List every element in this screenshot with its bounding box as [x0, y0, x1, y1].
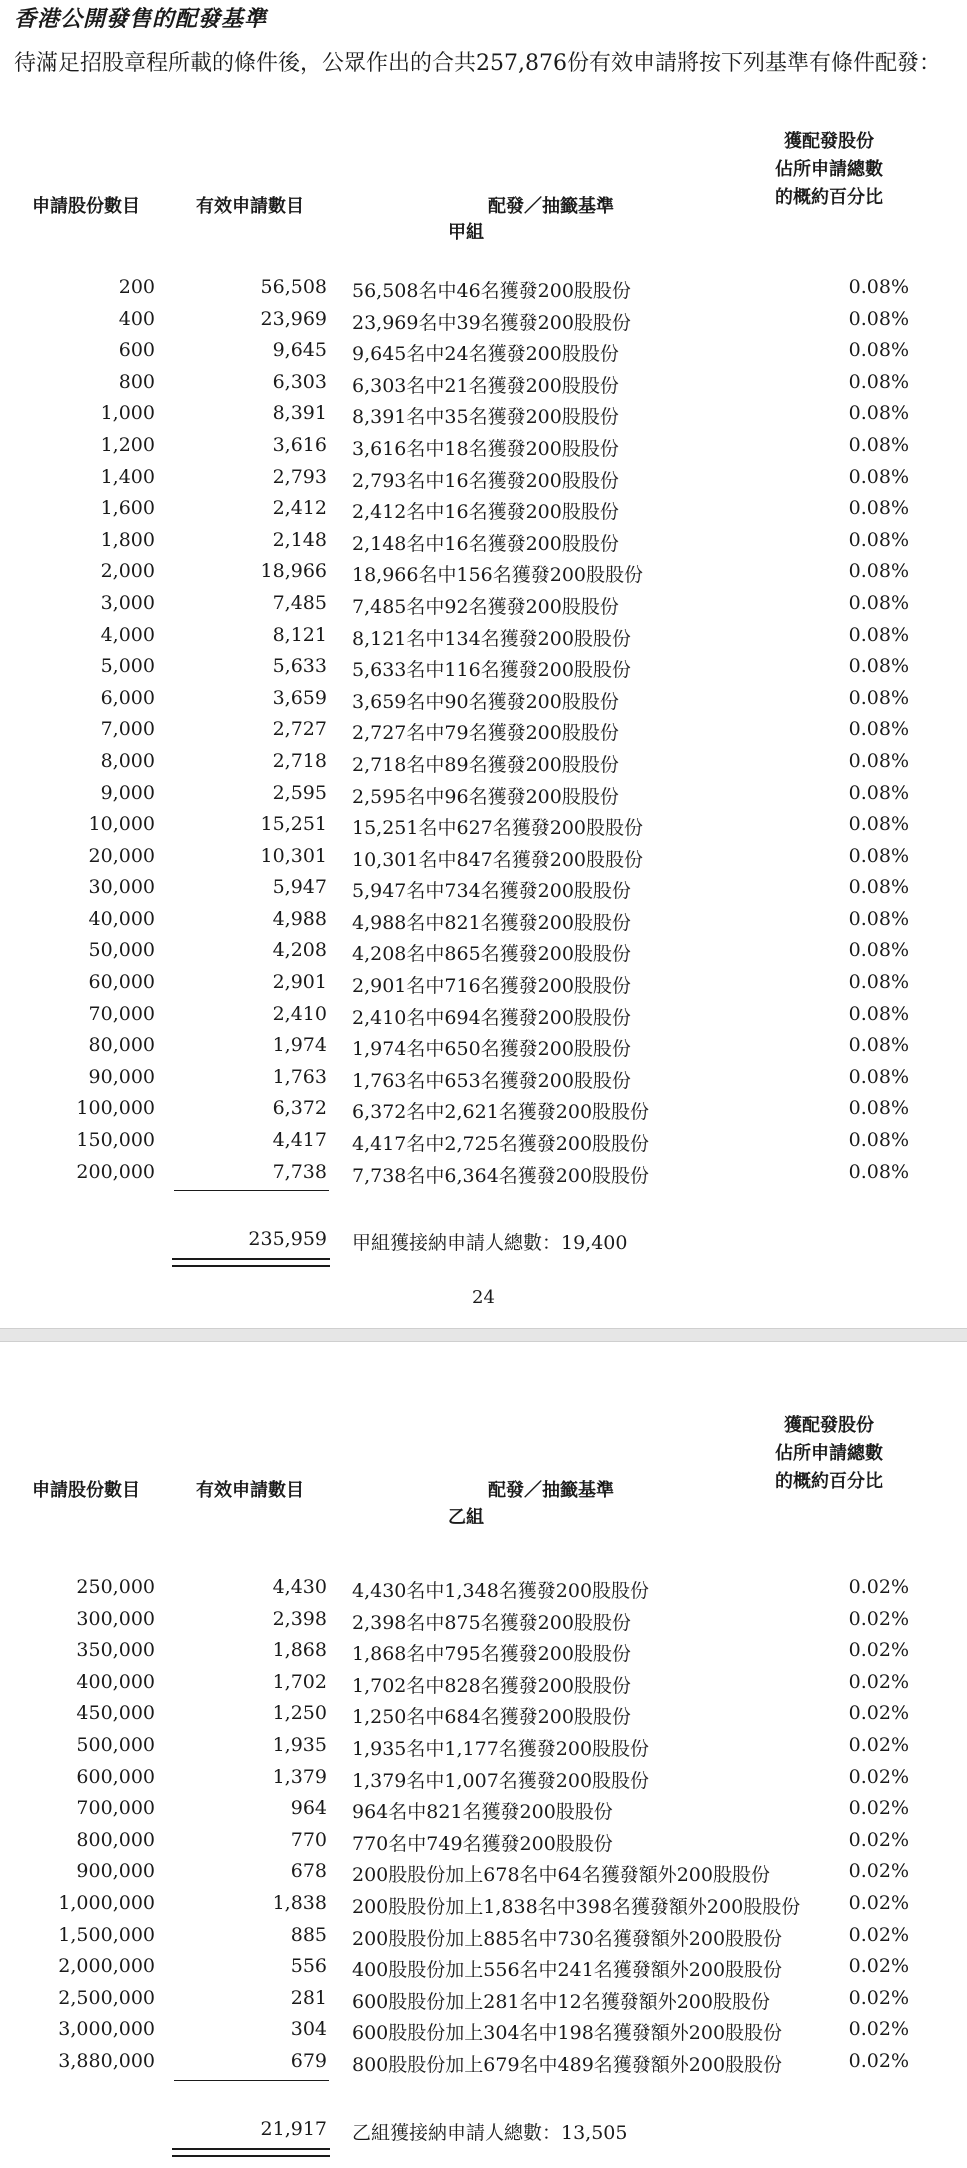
header-allotment-basis: 配發／抽籤基準 [488, 196, 614, 217]
allotment-basis-cell: 6,372名中2,621名獲發200股股份 [352, 1101, 650, 1124]
table-row [0, 1888, 967, 1920]
shares-applied-cell: 400 [118, 307, 155, 330]
allotment-basis-cell: 2,727名中79名獲發200股股份 [352, 722, 619, 745]
valid-applications-cell: 1,379 [272, 1765, 327, 1788]
shares-applied-cell: 1,200 [100, 433, 155, 456]
valid-applications-cell: 18,966 [260, 560, 327, 583]
allotment-basis-cell: 2,410名中694名獲發200股股份 [352, 1006, 631, 1029]
allotment-basis-cell: 200股股份加上1,838名中398名獲發額外200股股份 [352, 1895, 801, 1918]
table-row [0, 1093, 967, 1125]
valid-applications-cell: 2,398 [272, 1607, 327, 1630]
percentage-cell: 0.08% [848, 749, 909, 772]
percentage-cell: 0.08% [848, 813, 909, 836]
allotment-basis-cell: 8,121名中134名獲發200股股份 [352, 627, 631, 650]
allotment-basis-cell: 4,430名中1,348名獲發200股股份 [352, 1580, 650, 1602]
table-row [0, 809, 967, 841]
allotment-basis-cell: 7,485名中92名獲發200股股份 [352, 595, 619, 618]
valid-applications-cell: 8,391 [272, 402, 327, 425]
table-row [0, 272, 967, 304]
table-row [0, 335, 967, 367]
shares-applied-cell: 6,000 [100, 686, 155, 709]
percentage-cell: 0.02% [848, 2018, 909, 2041]
allotment-basis-cell: 1,763名中653名獲發200股股份 [352, 1069, 631, 1092]
allotment-basis-cell: 600股股份加上304名中198名獲發額外200股股份 [352, 2022, 783, 2045]
percentage-cell: 0.08% [848, 1002, 909, 1025]
shares-applied-cell: 1,000 [100, 402, 155, 425]
shares-applied-cell: 700,000 [76, 1797, 155, 1820]
table-row [0, 1951, 967, 1983]
percentage-cell: 0.02% [848, 1923, 909, 1946]
percentage-cell: 0.08% [848, 844, 909, 867]
percentage-cell: 0.02% [848, 1576, 909, 1598]
shares-applied-cell: 500,000 [76, 1733, 155, 1756]
shares-applied-cell: 1,000,000 [58, 1891, 155, 1914]
percentage-cell: 0.02% [848, 1891, 909, 1914]
allotment-basis-cell: 2,718名中89名獲發200股股份 [352, 753, 619, 776]
allotment-basis-cell: 1,868名中795名獲發200股股份 [352, 1643, 631, 1666]
percentage-cell: 0.08% [848, 1034, 909, 1057]
table-row [0, 841, 967, 873]
shares-applied-cell: 450,000 [76, 1702, 155, 1725]
shares-applied-cell: 1,500,000 [58, 1923, 155, 1946]
valid-applications-cell: 1,935 [272, 1733, 327, 1756]
shares-applied-cell: 50,000 [88, 939, 155, 962]
header-pct-line1: 獲配發股份 [784, 1415, 874, 1436]
allotment-basis-cell: 1,935名中1,177名獲發200股股份 [352, 1737, 650, 1760]
sum-rule [174, 1190, 329, 1191]
allotment-basis-cell: 10,301名中847名獲發200股股份 [352, 848, 644, 871]
table-row [0, 1125, 967, 1157]
percentage-cell: 0.08% [848, 307, 909, 330]
allotment-basis-cell: 2,595名中96名獲發200股股份 [352, 785, 619, 808]
percentage-cell: 0.08% [848, 1097, 909, 1120]
allotment-basis-cell: 8,391名中35名獲發200股股份 [352, 406, 619, 429]
shares-applied-cell: 20,000 [88, 844, 155, 867]
valid-applications-cell: 679 [290, 2049, 327, 2072]
table-row [0, 872, 967, 904]
table-row [0, 1920, 967, 1952]
valid-applications-cell: 964 [290, 1797, 327, 1820]
allotment-basis-cell: 6,303名中21名獲發200股股份 [352, 374, 619, 397]
percentage-cell: 0.08% [848, 907, 909, 930]
valid-applications-cell: 1,250 [272, 1702, 327, 1725]
allotment-basis-cell: 9,645名中24名獲發200股股份 [352, 343, 619, 366]
shares-applied-cell: 600 [118, 339, 155, 362]
allotment-basis-cell: 964名中821名獲發200股股份 [352, 1801, 613, 1824]
allotment-table-pool-b [0, 1572, 967, 2078]
valid-applications-cell: 2,148 [272, 528, 327, 551]
valid-applications-cell: 2,727 [272, 718, 327, 741]
percentage-cell: 0.08% [848, 876, 909, 899]
percentage-cell: 0.08% [848, 402, 909, 425]
valid-applications-cell: 10,301 [260, 844, 327, 867]
shares-applied-cell: 80,000 [88, 1034, 155, 1057]
shares-applied-cell: 350,000 [76, 1639, 155, 1662]
table-row [0, 556, 967, 588]
table-row [0, 1856, 967, 1888]
percentage-cell: 0.08% [848, 1065, 909, 1088]
valid-applications-cell: 4,430 [272, 1576, 327, 1598]
allotment-basis-cell: 2,148名中16名獲發200股股份 [352, 532, 619, 555]
percentage-cell: 0.08% [848, 939, 909, 962]
valid-applications-cell: 556 [290, 1955, 327, 1978]
table-row [0, 1730, 967, 1762]
allotment-basis-cell: 3,659名中90名獲發200股股份 [352, 690, 619, 713]
valid-applications-cell: 2,901 [272, 971, 327, 994]
allotment-basis-cell: 56,508名中46名獲發200股股份 [352, 280, 631, 302]
allotment-basis-cell: 3,616名中18名獲發200股股份 [352, 437, 619, 460]
percentage-cell: 0.08% [848, 433, 909, 456]
table-row [0, 2014, 967, 2046]
table-row [0, 967, 967, 999]
shares-applied-cell: 2,000 [100, 560, 155, 583]
shares-applied-cell: 40,000 [88, 907, 155, 930]
header-shares-applied: 申請股份數目 [32, 196, 140, 217]
percentage-cell: 0.08% [848, 339, 909, 362]
shares-applied-cell: 3,000 [100, 591, 155, 614]
valid-applications-cell: 2,595 [272, 781, 327, 804]
shares-applied-cell: 100,000 [76, 1097, 155, 1120]
percentage-cell: 0.08% [848, 528, 909, 551]
allotment-basis-cell: 4,417名中2,725名獲發200股股份 [352, 1133, 650, 1156]
total-valid-applications: 21,917 [260, 2118, 327, 2140]
document-page-2 [0, 1340, 967, 2168]
double-underline [172, 2148, 330, 2157]
header-pct-line2: 佔所申請總數 [775, 1443, 883, 1464]
percentage-cell: 0.08% [848, 370, 909, 393]
percentage-cell: 0.02% [848, 1733, 909, 1756]
valid-applications-cell: 1,763 [272, 1065, 327, 1088]
valid-applications-cell: 5,947 [272, 876, 327, 899]
shares-applied-cell: 200,000 [76, 1160, 155, 1183]
shares-applied-cell: 3,880,000 [58, 2049, 155, 2072]
table-row [0, 683, 967, 715]
header-pct-line2: 佔所申請總數 [775, 159, 883, 180]
valid-applications-cell: 885 [290, 1923, 327, 1946]
table-row [0, 651, 967, 683]
valid-applications-cell: 2,410 [272, 1002, 327, 1025]
shares-applied-cell: 600,000 [76, 1765, 155, 1788]
table-row [0, 430, 967, 462]
percentage-cell: 0.08% [848, 623, 909, 646]
allotment-basis-cell: 200股股份加上885名中730名獲發額外200股股份 [352, 1927, 783, 1950]
total-successful-applicants: 甲組獲接納申請人總數：19,400 [352, 1232, 628, 1254]
header-valid-applications: 有效申請數目 [196, 196, 304, 217]
shares-applied-cell: 70,000 [88, 1002, 155, 1025]
table-row [0, 1572, 967, 1604]
table-row [0, 304, 967, 336]
allotment-basis-cell: 770名中749名獲發200股股份 [352, 1832, 613, 1855]
percentage-cell: 0.08% [848, 560, 909, 583]
table-row [0, 493, 967, 525]
shares-applied-cell: 900,000 [76, 1860, 155, 1883]
percentage-cell: 0.08% [848, 591, 909, 614]
percentage-cell: 0.08% [848, 1129, 909, 1152]
table-row [0, 1062, 967, 1094]
percentage-cell: 0.08% [848, 655, 909, 678]
allotment-basis-cell: 1,974名中650名獲發200股股份 [352, 1038, 631, 1061]
allotment-basis-cell: 1,379名中1,007名獲發200股股份 [352, 1769, 650, 1792]
percentage-cell: 0.08% [848, 718, 909, 741]
table-row [0, 1604, 967, 1636]
allotment-table-pool-a [0, 272, 967, 1188]
valid-applications-cell: 7,738 [272, 1160, 327, 1183]
shares-applied-cell: 60,000 [88, 971, 155, 994]
percentage-cell: 0.08% [848, 781, 909, 804]
allotment-basis-cell: 800股股份加上679名中489名獲發額外200股股份 [352, 2053, 783, 2076]
shares-applied-cell: 150,000 [76, 1129, 155, 1152]
shares-applied-cell: 2,000,000 [58, 1955, 155, 1978]
table-row [0, 1030, 967, 1062]
valid-applications-cell: 2,718 [272, 749, 327, 772]
table-row [0, 2046, 967, 2078]
valid-applications-cell: 4,417 [272, 1129, 327, 1152]
valid-applications-cell: 281 [290, 1986, 327, 2009]
shares-applied-cell: 2,500,000 [58, 1986, 155, 2009]
total-successful-applicants: 乙組獲接納申請人總數：13,505 [352, 2122, 628, 2144]
intro-paragraph: 待滿足招股章程所載的條件後，公眾作出的合共257,876份有效申請將按下列基準有條件配發： [14, 51, 941, 76]
table-row [0, 398, 967, 430]
shares-applied-cell: 300,000 [76, 1607, 155, 1630]
allotment-basis-cell: 4,988名中821名獲發200股股份 [352, 911, 631, 934]
allotment-basis-cell: 2,901名中716名獲發200股股份 [352, 975, 631, 998]
valid-applications-cell: 23,969 [260, 307, 327, 330]
shares-applied-cell: 8,000 [100, 749, 155, 772]
table-row [0, 904, 967, 936]
allotment-basis-cell: 5,947名中734名獲發200股股份 [352, 880, 631, 903]
valid-applications-cell: 770 [290, 1828, 327, 1851]
valid-applications-cell: 9,645 [272, 339, 327, 362]
percentage-cell: 0.02% [848, 2049, 909, 2072]
shares-applied-cell: 10,000 [88, 813, 155, 836]
valid-applications-cell: 15,251 [260, 813, 327, 836]
header-allotment-basis: 配發／抽籤基準 [488, 1480, 614, 1501]
allotment-basis-cell: 600股股份加上281名中12名獲發額外200股股份 [352, 1990, 770, 2013]
allotment-basis-cell: 4,208名中865名獲發200股股份 [352, 943, 631, 966]
valid-applications-cell: 304 [290, 2018, 327, 2041]
table-row [0, 714, 967, 746]
header-shares-applied: 申請股份數目 [32, 1480, 140, 1501]
total-valid-applications: 235,959 [248, 1228, 327, 1250]
percentage-cell: 0.08% [848, 465, 909, 488]
percentage-cell: 0.02% [848, 1702, 909, 1725]
table-row [0, 778, 967, 810]
table-row [0, 525, 967, 557]
valid-applications-cell: 5,633 [272, 655, 327, 678]
table-row [0, 1793, 967, 1825]
percentage-cell: 0.08% [848, 276, 909, 298]
shares-applied-cell: 4,000 [100, 623, 155, 646]
percentage-cell: 0.08% [848, 686, 909, 709]
percentage-cell: 0.02% [848, 1955, 909, 1978]
table-row [0, 1983, 967, 2015]
header-valid-applications: 有效申請數目 [196, 1480, 304, 1501]
percentage-cell: 0.02% [848, 1765, 909, 1788]
double-underline [172, 1258, 330, 1267]
valid-applications-cell: 678 [290, 1860, 327, 1883]
allotment-basis-cell: 200股股份加上678名中64名獲發額外200股股份 [352, 1864, 770, 1887]
percentage-cell: 0.02% [848, 1797, 909, 1820]
valid-applications-cell: 2,793 [272, 465, 327, 488]
page-number: 24 [472, 1287, 495, 1308]
shares-applied-cell: 90,000 [88, 1065, 155, 1088]
allotment-basis-cell: 1,250名中684名獲發200股股份 [352, 1706, 631, 1729]
allotment-basis-cell: 2,398名中875名獲發200股股份 [352, 1611, 631, 1634]
percentage-cell: 0.02% [848, 1639, 909, 1662]
header-pct-line1: 獲配發股份 [784, 131, 874, 152]
shares-applied-cell: 7,000 [100, 718, 155, 741]
allotment-basis-cell: 7,738名中6,364名獲發200股股份 [352, 1164, 650, 1187]
shares-applied-cell: 3,000,000 [58, 2018, 155, 2041]
percentage-cell: 0.02% [848, 1828, 909, 1851]
shares-applied-cell: 250,000 [76, 1576, 155, 1598]
valid-applications-cell: 1,702 [272, 1670, 327, 1693]
header-pct-line3: 的概約百分比 [775, 187, 883, 208]
header-pct-line3: 的概約百分比 [775, 1471, 883, 1492]
valid-applications-cell: 8,121 [272, 623, 327, 646]
shares-applied-cell: 9,000 [100, 781, 155, 804]
valid-applications-cell: 3,616 [272, 433, 327, 456]
table-row [0, 1635, 967, 1667]
shares-applied-cell: 5,000 [100, 655, 155, 678]
percentage-cell: 0.02% [848, 1860, 909, 1883]
valid-applications-cell: 7,485 [272, 591, 327, 614]
valid-applications-cell: 1,974 [272, 1034, 327, 1057]
table-row [0, 1157, 967, 1189]
table-row [0, 999, 967, 1031]
percentage-cell: 0.02% [848, 1607, 909, 1630]
percentage-cell: 0.02% [848, 1986, 909, 2009]
allotment-basis-cell: 15,251名中627名獲發200股股份 [352, 817, 644, 840]
allotment-basis-cell: 2,412名中16名獲發200股股份 [352, 501, 619, 524]
allotment-basis-cell: 1,702名中828名獲發200股股份 [352, 1674, 631, 1697]
shares-applied-cell: 400,000 [76, 1670, 155, 1693]
valid-applications-cell: 1,868 [272, 1639, 327, 1662]
sum-rule [174, 2080, 329, 2081]
shares-applied-cell: 30,000 [88, 876, 155, 899]
allotment-basis-cell: 18,966名中156名獲發200股股份 [352, 564, 644, 587]
table-row [0, 935, 967, 967]
section-title: 香港公開發售的配發基準 [14, 7, 268, 32]
valid-applications-cell: 56,508 [260, 276, 327, 298]
table-row [0, 588, 967, 620]
allotment-basis-cell: 23,969名中39名獲發200股股份 [352, 311, 631, 334]
shares-applied-cell: 800,000 [76, 1828, 155, 1851]
valid-applications-cell: 4,988 [272, 907, 327, 930]
table-row [0, 1698, 967, 1730]
valid-applications-cell: 1,838 [272, 1891, 327, 1914]
group-label: 甲組 [448, 222, 484, 243]
table-row [0, 1667, 967, 1699]
group-label: 乙組 [448, 1507, 484, 1528]
percentage-cell: 0.08% [848, 1160, 909, 1183]
allotment-basis-cell: 400股股份加上556名中241名獲發額外200股股份 [352, 1959, 783, 1982]
table-row [0, 746, 967, 778]
valid-applications-cell: 3,659 [272, 686, 327, 709]
shares-applied-cell: 800 [118, 370, 155, 393]
allotment-basis-cell: 2,793名中16名獲發200股股份 [352, 469, 619, 492]
valid-applications-cell: 4,208 [272, 939, 327, 962]
table-row [0, 1825, 967, 1857]
table-row [0, 1762, 967, 1794]
table-row [0, 462, 967, 494]
valid-applications-cell: 2,412 [272, 497, 327, 520]
shares-applied-cell: 1,800 [100, 528, 155, 551]
table-row [0, 620, 967, 652]
shares-applied-cell: 1,400 [100, 465, 155, 488]
shares-applied-cell: 200 [118, 276, 155, 298]
valid-applications-cell: 6,372 [272, 1097, 327, 1120]
valid-applications-cell: 6,303 [272, 370, 327, 393]
allotment-basis-cell: 5,633名中116名獲發200股股份 [352, 659, 631, 682]
table-row [0, 367, 967, 399]
shares-applied-cell: 1,600 [100, 497, 155, 520]
percentage-cell: 0.02% [848, 1670, 909, 1693]
percentage-cell: 0.08% [848, 497, 909, 520]
percentage-cell: 0.08% [848, 971, 909, 994]
